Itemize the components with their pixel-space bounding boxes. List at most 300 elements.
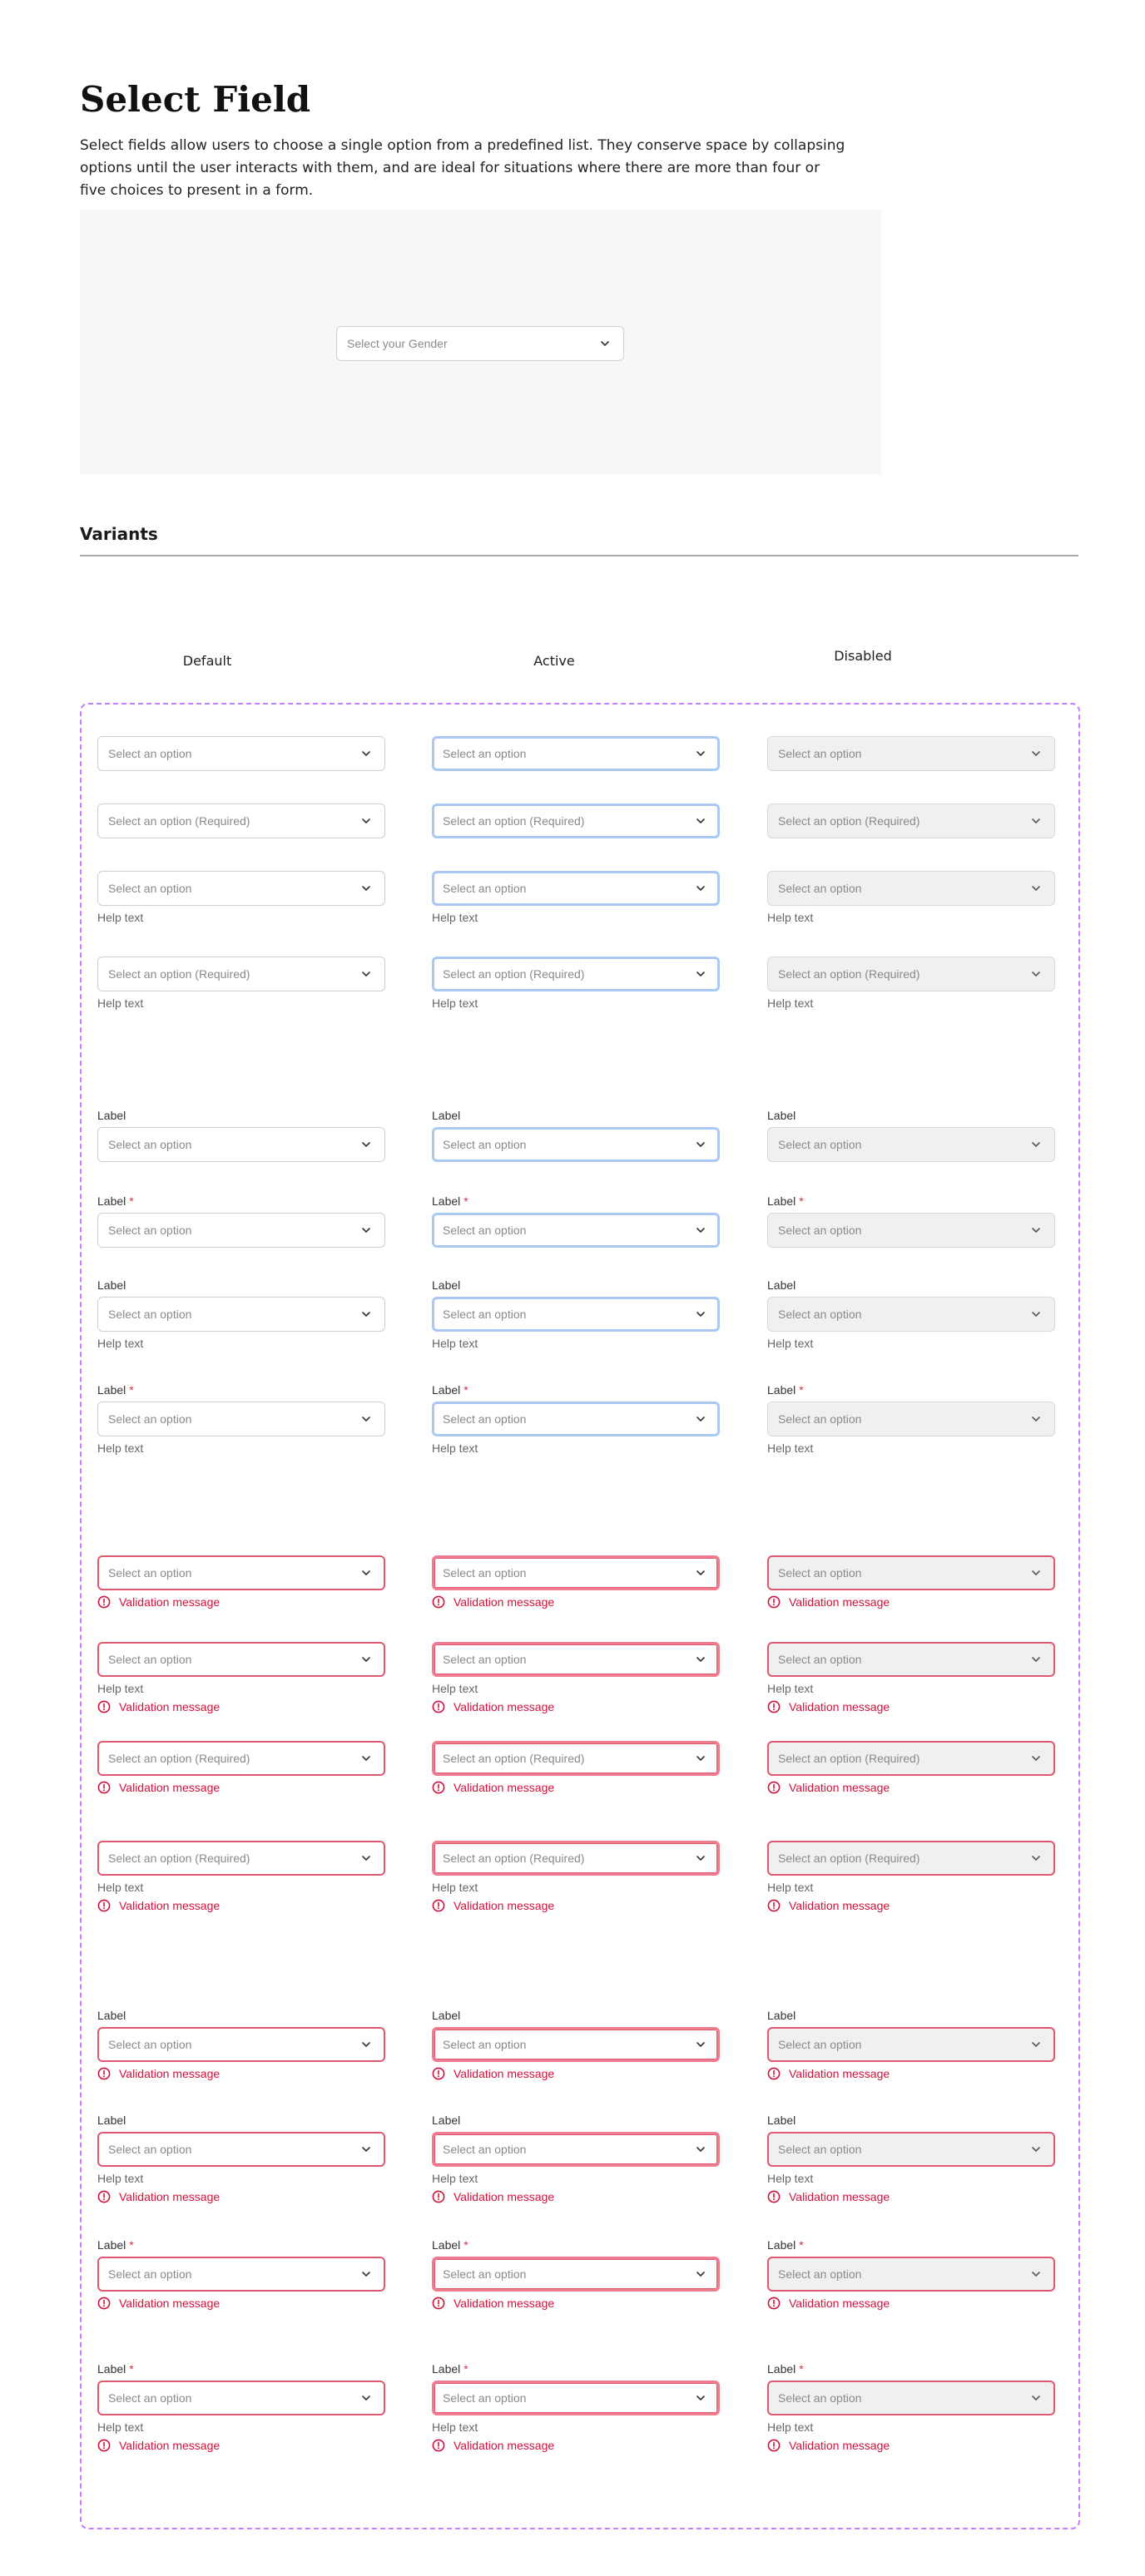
required-asterisk: *: [463, 2238, 468, 2252]
help-text: Help text: [97, 1441, 144, 1455]
field-label: [432, 1383, 720, 1397]
validation-message: [97, 2067, 385, 2080]
select-field-default[interactable]: [97, 1278, 385, 1350]
select-field-active[interactable]: [432, 1194, 720, 1248]
select-box[interactable]: [97, 1642, 385, 1677]
chevron-down-icon: [1029, 1752, 1043, 1765]
field-label-text: Label: [432, 2238, 461, 2252]
field-label: [97, 2114, 385, 2127]
required-asterisk: *: [463, 1194, 468, 1208]
select-placeholder: Select an option: [778, 1224, 862, 1237]
select-placeholder: Select an option: [443, 2267, 527, 2281]
alert-circle-icon: [432, 2439, 445, 2452]
help-text: Help text: [432, 2172, 478, 2185]
gender-select-box[interactable]: [336, 326, 624, 361]
chevron-down-icon: [694, 1566, 707, 1580]
select-box[interactable]: [97, 1402, 385, 1436]
validation-text: Validation message: [454, 2439, 555, 2452]
chevron-down-icon: [694, 1752, 707, 1765]
chevron-down-icon: [359, 1138, 373, 1151]
alert-circle-icon: [432, 2297, 445, 2310]
validation-text: Validation message: [454, 2297, 555, 2310]
validation-text: Validation message: [454, 1899, 555, 1912]
help-text: Help text: [432, 1337, 478, 1350]
validation-message: [97, 1700, 385, 1713]
gender-select[interactable]: [336, 326, 624, 361]
field-label: [97, 2009, 385, 2022]
validation-message: [432, 2297, 720, 2310]
select-placeholder: Select an option: [443, 1412, 527, 1426]
select-box[interactable]: [97, 957, 385, 991]
chevron-down-icon: [694, 967, 707, 981]
chevron-down-icon: [1029, 814, 1043, 828]
field-label: [432, 1194, 720, 1208]
select-field-disabled: [767, 2362, 1055, 2452]
help-text: Help text: [432, 2420, 478, 2434]
field-label-text: Label: [767, 1109, 796, 1122]
select-box[interactable]: [97, 2027, 385, 2062]
chevron-down-icon: [694, 2038, 707, 2051]
select-placeholder: Select an option: [778, 2267, 862, 2281]
field-label-text: Label: [97, 2238, 126, 2252]
select-field-active[interactable]: [432, 803, 720, 838]
select-field-default[interactable]: [97, 1109, 385, 1162]
chevron-down-icon: [359, 1412, 373, 1426]
validation-message: [97, 2190, 385, 2203]
select-field-default[interactable]: [97, 1194, 385, 1248]
select-box[interactable]: [97, 1741, 385, 1776]
field-label: [97, 1383, 385, 1397]
field-label-text: Label: [97, 2009, 126, 2022]
help-text: Help text: [432, 1881, 478, 1894]
field-label-text: Label: [432, 1383, 461, 1397]
select-box[interactable]: [97, 2132, 385, 2167]
validation-text: Validation message: [119, 1700, 221, 1713]
select-box: [767, 1555, 1055, 1590]
field-label-text: Label: [97, 1383, 126, 1397]
select-field-disabled: [767, 1741, 1055, 1794]
chevron-down-icon: [694, 1308, 707, 1321]
select-box: [767, 871, 1055, 906]
help-text: Help text: [97, 1881, 144, 1894]
select-box[interactable]: [432, 2381, 720, 2415]
chevron-down-icon: [1029, 1566, 1043, 1580]
help-text: Help text: [97, 996, 144, 1010]
select-box[interactable]: [432, 2257, 720, 2292]
select-field-active[interactable]: [432, 957, 720, 1010]
select-box[interactable]: [432, 1741, 720, 1776]
validation-message: [432, 1899, 720, 1912]
chevron-down-icon: [1029, 747, 1043, 760]
field-label: [767, 2114, 1055, 2127]
chevron-down-icon: [1029, 1138, 1043, 1151]
help-text: Help text: [97, 1337, 144, 1350]
chevron-down-icon: [694, 2391, 707, 2405]
field-label-text: Label: [97, 1109, 126, 1122]
select-placeholder: Select an option: [443, 2143, 527, 2156]
validation-message: [767, 1899, 1055, 1912]
validation-message: [97, 1595, 385, 1609]
select-field-disabled: [767, 2009, 1055, 2080]
select-placeholder: Select an option: [778, 1653, 862, 1666]
validation-message: [432, 2190, 720, 2203]
alert-circle-icon: [767, 2439, 781, 2452]
select-box[interactable]: [97, 1213, 385, 1248]
alert-circle-icon: [97, 2190, 111, 2203]
select-field-active[interactable]: [432, 871, 720, 924]
field-label: [432, 1278, 720, 1292]
select-placeholder: Select an option: [443, 1308, 527, 1321]
select-placeholder: Select an option: [778, 1308, 862, 1321]
select-placeholder: Select your Gender: [347, 337, 448, 350]
select-field-disabled: [767, 1278, 1055, 1350]
select-placeholder: Select an option: [778, 2143, 862, 2156]
validation-text: Validation message: [119, 2190, 221, 2203]
chevron-down-icon: [694, 1852, 707, 1865]
validation-text: Validation message: [119, 1899, 221, 1912]
select-field-active[interactable]: [432, 1741, 720, 1794]
select-placeholder: Select an option (Required): [778, 1852, 920, 1865]
select-field-active[interactable]: [432, 2009, 720, 2080]
chevron-down-icon: [1029, 2267, 1043, 2281]
select-box[interactable]: [432, 1127, 720, 1162]
validation-message: [767, 2297, 1055, 2310]
chevron-down-icon: [694, 1138, 707, 1151]
select-placeholder: Select an option: [108, 1566, 192, 1580]
validation-text: Validation message: [454, 1781, 555, 1794]
validation-text: Validation message: [789, 2297, 890, 2310]
field-label-text: Label: [432, 2009, 461, 2022]
field-label: [767, 1383, 1055, 1397]
field-label: [432, 1109, 720, 1122]
field-label: [97, 1278, 385, 1292]
select-placeholder: Select an option (Required): [108, 814, 250, 828]
validation-text: Validation message: [789, 1595, 890, 1609]
help-text: Help text: [767, 1881, 814, 1894]
help-text: Help text: [432, 911, 478, 924]
select-placeholder: Select an option: [443, 882, 527, 895]
chevron-down-icon: [359, 1566, 373, 1580]
alert-circle-icon: [767, 1899, 781, 1912]
select-placeholder: Select an option (Required): [443, 1852, 585, 1865]
page-description: Select fields allow users to choose a single option from a predefined list. They conserve space by collapsing options until the user interacts with them, and are ideal for situations where there are more than four or five choices to present in a form.: [80, 137, 845, 199]
field-label: [767, 2362, 1055, 2376]
select-field-default[interactable]: [97, 1841, 385, 1912]
chevron-down-icon: [359, 1224, 373, 1237]
select-placeholder: Select an option: [443, 1566, 527, 1580]
select-box[interactable]: [97, 2257, 385, 2292]
chevron-down-icon: [694, 1653, 707, 1666]
alert-circle-icon: [97, 1899, 111, 1912]
field-label: [97, 1109, 385, 1122]
alert-circle-icon: [767, 1700, 781, 1713]
select-placeholder: Select an option (Required): [443, 967, 585, 981]
field-label: [767, 1194, 1055, 1208]
select-box: [767, 1741, 1055, 1776]
alert-circle-icon: [432, 2190, 445, 2203]
select-box[interactable]: [97, 1297, 385, 1332]
select-field-default[interactable]: [97, 1555, 385, 1609]
select-field-disabled: [767, 871, 1055, 924]
validation-text: Validation message: [454, 2067, 555, 2080]
field-label: [432, 2114, 720, 2127]
validation-text: Validation message: [789, 2067, 890, 2080]
validation-message: [767, 2067, 1055, 2080]
chevron-down-icon: [359, 2391, 373, 2405]
select-field-active[interactable]: [432, 1555, 720, 1609]
help-text: Help text: [97, 2420, 144, 2434]
select-placeholder: Select an option: [778, 1412, 862, 1426]
alert-circle-icon: [767, 1781, 781, 1794]
chevron-down-icon: [694, 814, 707, 828]
validation-message: [767, 1781, 1055, 1794]
field-label-text: Label: [767, 2362, 796, 2376]
field-label-text: Label: [432, 1109, 461, 1122]
select-box[interactable]: [97, 871, 385, 906]
chevron-down-icon: [359, 2038, 373, 2051]
select-placeholder: Select an option: [778, 882, 862, 895]
select-field-default[interactable]: [97, 1642, 385, 1713]
chevron-down-icon: [359, 967, 373, 981]
select-field-default[interactable]: [97, 736, 385, 771]
chevron-down-icon: [359, 2143, 373, 2156]
select-placeholder: Select an option: [443, 747, 527, 760]
select-placeholder: Select an option: [108, 882, 192, 895]
select-box[interactable]: [97, 2381, 385, 2415]
required-asterisk: *: [129, 1383, 134, 1397]
validation-text: Validation message: [454, 1700, 555, 1713]
required-asterisk: *: [463, 2362, 468, 2376]
select-box[interactable]: [432, 1555, 720, 1590]
chevron-down-icon: [1029, 1224, 1043, 1237]
column-header-active: Active: [533, 653, 575, 669]
alert-circle-icon: [432, 2067, 445, 2080]
select-placeholder: Select an option: [443, 2038, 527, 2051]
select-field-active[interactable]: [432, 1278, 720, 1350]
required-asterisk: *: [799, 2362, 804, 2376]
field-label: [432, 2362, 720, 2376]
validation-text: Validation message: [789, 1781, 890, 1794]
alert-circle-icon: [767, 2067, 781, 2080]
select-field-active[interactable]: [432, 1642, 720, 1713]
field-label-text: Label: [97, 1278, 126, 1292]
chevron-down-icon: [1029, 2143, 1043, 2156]
field-label: [767, 2238, 1055, 2252]
validation-text: Validation message: [789, 2190, 890, 2203]
select-placeholder: Select an option: [778, 1566, 862, 1580]
validation-message: [97, 1899, 385, 1912]
chevron-down-icon: [694, 882, 707, 895]
field-label-text: Label: [432, 2362, 461, 2376]
select-box[interactable]: [432, 957, 720, 991]
page-title: Select Field: [80, 79, 311, 120]
select-box: [767, 1213, 1055, 1248]
validation-text: Validation message: [119, 1781, 221, 1794]
select-box[interactable]: [432, 1841, 720, 1876]
validation-text: Validation message: [119, 2439, 221, 2452]
select-placeholder: Select an option: [108, 1412, 192, 1426]
help-text: Help text: [767, 911, 814, 924]
select-field-default[interactable]: [97, 2009, 385, 2080]
help-text: Help text: [432, 1682, 478, 1695]
select-placeholder: Select an option: [443, 1224, 527, 1237]
select-box[interactable]: [432, 1642, 720, 1677]
select-box[interactable]: [97, 803, 385, 838]
alert-circle-icon: [432, 1899, 445, 1912]
select-placeholder: Select an option: [778, 2391, 862, 2405]
select-box: [767, 1402, 1055, 1436]
required-asterisk: *: [799, 1194, 804, 1208]
alert-circle-icon: [767, 2190, 781, 2203]
select-box: [767, 2132, 1055, 2167]
select-box[interactable]: [97, 1841, 385, 1876]
select-box[interactable]: [432, 1297, 720, 1332]
select-box[interactable]: [97, 1555, 385, 1590]
select-placeholder: Select an option (Required): [108, 1752, 250, 1765]
field-label-text: Label: [97, 2114, 126, 2127]
select-box[interactable]: [432, 1402, 720, 1436]
chevron-down-icon: [694, 1412, 707, 1426]
field-label: [767, 1278, 1055, 1292]
select-placeholder: Select an option: [108, 1138, 192, 1151]
help-text: Help text: [767, 2172, 814, 2185]
select-box[interactable]: [97, 736, 385, 771]
select-placeholder: Select an option: [443, 2391, 527, 2405]
select-field-active[interactable]: [432, 2114, 720, 2203]
select-field-disabled: [767, 1109, 1055, 1162]
chevron-down-icon: [1029, 1308, 1043, 1321]
select-field-disabled: [767, 1841, 1055, 1912]
select-box: [767, 2027, 1055, 2062]
help-text: Help text: [767, 1441, 814, 1455]
validation-text: Validation message: [789, 2439, 890, 2452]
alert-circle-icon: [97, 2297, 111, 2310]
alert-circle-icon: [767, 1595, 781, 1609]
field-label-text: Label: [97, 2362, 126, 2376]
select-box[interactable]: [432, 736, 720, 771]
select-box[interactable]: [432, 1213, 720, 1248]
chevron-down-icon: [359, 2267, 373, 2281]
select-box[interactable]: [432, 871, 720, 906]
select-field-default[interactable]: [97, 1741, 385, 1794]
field-label: [97, 2362, 385, 2376]
select-field-disabled: [767, 1194, 1055, 1248]
validation-message: [767, 2439, 1055, 2452]
select-field-active[interactable]: [432, 1383, 720, 1455]
chevron-down-icon: [359, 747, 373, 760]
select-placeholder: Select an option: [443, 1138, 527, 1151]
select-box: [767, 1841, 1055, 1876]
select-placeholder: Select an option (Required): [778, 967, 920, 981]
select-field-active[interactable]: [432, 2238, 720, 2310]
select-box[interactable]: [432, 803, 720, 838]
select-field-active[interactable]: [432, 2362, 720, 2452]
field-label: [432, 2009, 720, 2022]
select-field-default[interactable]: [97, 803, 385, 838]
select-field-default[interactable]: [97, 871, 385, 924]
select-placeholder: Select an option: [778, 2038, 862, 2051]
help-text: Help text: [97, 911, 144, 924]
chevron-down-icon: [694, 747, 707, 760]
select-field-disabled: [767, 957, 1055, 1010]
select-field-disabled: [767, 2238, 1055, 2310]
chevron-down-icon: [359, 882, 373, 895]
chevron-down-icon: [1029, 882, 1043, 895]
select-field-default[interactable]: [97, 957, 385, 1010]
select-field-disabled: [767, 803, 1055, 838]
required-asterisk: *: [129, 1194, 134, 1208]
select-placeholder: Select an option (Required): [108, 1852, 250, 1865]
field-label-text: Label: [767, 1278, 796, 1292]
required-asterisk: *: [463, 1383, 468, 1397]
validation-message: [767, 1700, 1055, 1713]
chevron-down-icon: [359, 1852, 373, 1865]
select-field-default[interactable]: [97, 2114, 385, 2203]
chevron-down-icon: [1029, 1653, 1043, 1666]
select-box[interactable]: [432, 2027, 720, 2062]
select-placeholder: Select an option: [778, 1138, 862, 1151]
field-label-text: Label: [432, 1194, 461, 1208]
select-placeholder: Select an option: [108, 747, 192, 760]
select-box[interactable]: [97, 1127, 385, 1162]
select-field-active[interactable]: [432, 1109, 720, 1162]
divider: [80, 555, 1078, 556]
validation-text: Validation message: [119, 2297, 221, 2310]
chevron-down-icon: [1029, 2391, 1043, 2405]
select-box[interactable]: [432, 2132, 720, 2167]
required-asterisk: *: [129, 2238, 134, 2252]
select-field-active[interactable]: [432, 1841, 720, 1912]
section-title-variants: Variants: [80, 524, 158, 544]
select-field-default[interactable]: [97, 2238, 385, 2310]
select-box: [767, 1127, 1055, 1162]
select-field-disabled: [767, 1555, 1055, 1609]
chevron-down-icon: [1029, 2038, 1043, 2051]
validation-message: [432, 2067, 720, 2080]
select-placeholder: Select an option: [108, 1653, 192, 1666]
help-text: Help text: [767, 2420, 814, 2434]
required-asterisk: *: [129, 2362, 134, 2376]
select-box: [767, 1297, 1055, 1332]
select-box: [767, 2257, 1055, 2292]
alert-circle-icon: [97, 2439, 111, 2452]
chevron-down-icon: [359, 1752, 373, 1765]
select-placeholder: Select an option (Required): [108, 967, 250, 981]
alert-circle-icon: [432, 1700, 445, 1713]
select-placeholder: Select an option: [108, 2267, 192, 2281]
field-label-text: Label: [767, 2238, 796, 2252]
select-field-default[interactable]: [97, 1383, 385, 1455]
select-field-default[interactable]: [97, 2362, 385, 2452]
select-placeholder: Select an option (Required): [778, 814, 920, 828]
select-field-active[interactable]: [432, 736, 720, 771]
help-text: Help text: [767, 1682, 814, 1695]
validation-message: [767, 2190, 1055, 2203]
column-header-default: Default: [182, 653, 232, 669]
field-label: [767, 1109, 1055, 1122]
field-label: [432, 2238, 720, 2252]
alert-circle-icon: [97, 1595, 111, 1609]
field-label-text: Label: [767, 2009, 796, 2022]
select-placeholder: Select an option (Required): [443, 1752, 585, 1765]
help-text: Help text: [767, 996, 814, 1010]
select-field-disabled: [767, 2114, 1055, 2203]
select-placeholder: Select an option: [108, 2038, 192, 2051]
chevron-down-icon: [694, 2267, 707, 2281]
select-box: [767, 736, 1055, 771]
select-field-disabled: [767, 1642, 1055, 1713]
validation-message: [432, 1781, 720, 1794]
